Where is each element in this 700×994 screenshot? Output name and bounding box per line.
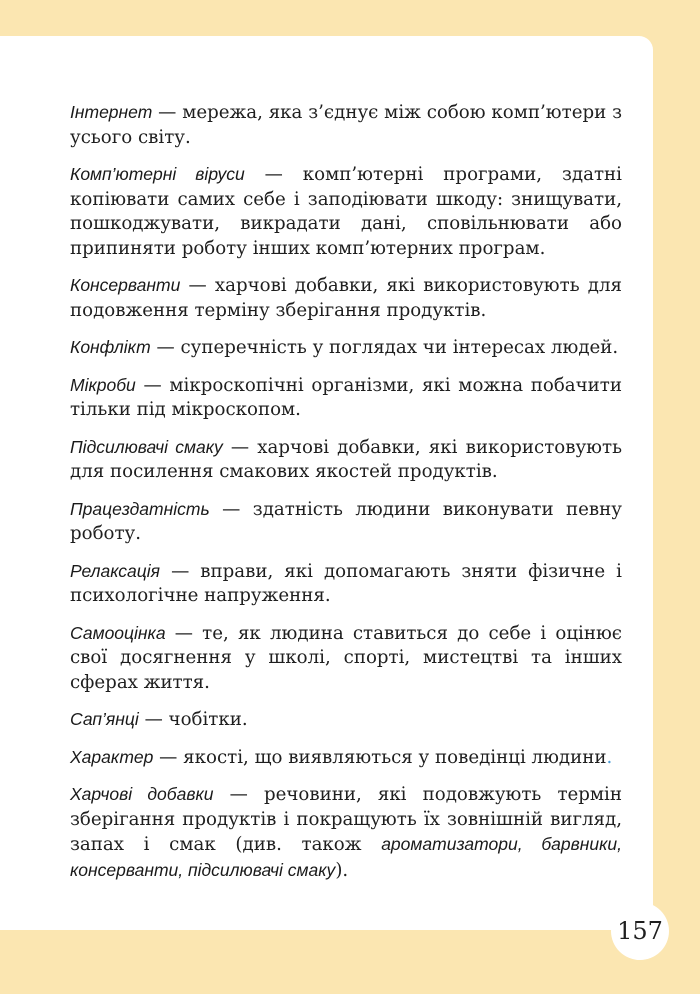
glossary-term: Підсилювачі смаку bbox=[70, 436, 223, 457]
glossary-entry bbox=[70, 162, 622, 261]
glossary-term: Сап’янці bbox=[70, 709, 139, 729]
glossary-definition: те, як людина ставиться до себе і оцінює свої досягнення у школі, спорті, мистецтві та інших сферах життя. bbox=[70, 622, 622, 693]
dash: — bbox=[222, 498, 241, 520]
glossary-entry bbox=[70, 745, 622, 771]
glossary-definition: харчові добавки, які використовують для подовження терміну зберігання продуктів. bbox=[70, 275, 622, 321]
glossary-term: Характер bbox=[70, 746, 154, 767]
dash: — bbox=[188, 275, 207, 296]
page-number: 157 bbox=[611, 902, 669, 960]
trailing-dot: . bbox=[606, 746, 613, 768]
page-bottom-band bbox=[0, 964, 700, 994]
glossary-definition: мережа, яка з’єднує між собою комп’ютери з усього світу. bbox=[70, 102, 622, 148]
glossary-term: Комп’ютерні віруси bbox=[70, 164, 245, 184]
dash: — bbox=[229, 784, 248, 805]
glossary-definition: комп’ютерні програми, здатні копіювати самих себе і заподіювати шкоду: знищувати, пошкоджувати, викрадати дані, сповільнювати або припиняти роботу інших комп’ютерних програм. bbox=[70, 164, 622, 259]
glossary-entry bbox=[70, 782, 622, 883]
glossary-term: Конфлікт bbox=[70, 337, 151, 357]
glossary-definition: суперечність у поглядах чи інтересах людей. bbox=[180, 337, 619, 358]
glossary-definition: харчові добавки, які використовують для посилення смакових якостей продуктів. bbox=[70, 436, 622, 482]
glossary-entry bbox=[70, 100, 622, 150]
dash: — bbox=[156, 337, 175, 358]
glossary-term: Харчові добавки bbox=[70, 784, 214, 804]
glossary-term: Самооцінка bbox=[70, 622, 166, 643]
dash: — bbox=[171, 560, 190, 582]
glossary-definition: здатність людини виконувати певну роботу. bbox=[70, 498, 622, 544]
glossary-entry bbox=[70, 707, 622, 733]
glossary-entry bbox=[70, 497, 622, 547]
closing-punctuation: ). bbox=[335, 859, 349, 881]
glossary-list bbox=[70, 100, 622, 895]
glossary-entry bbox=[70, 621, 622, 696]
dash: — bbox=[174, 622, 193, 644]
dash: — bbox=[143, 374, 162, 396]
glossary-entry bbox=[70, 373, 622, 423]
glossary-definition: мікроскопічні організми, які можна побачити тільки під мікроскопом. bbox=[70, 374, 622, 420]
glossary-definition: речовини, які подовжують термін зберігання продуктів і покращують їх зовнішній вигляд, запах і смак (див. також bbox=[70, 784, 622, 855]
glossary-entry bbox=[70, 273, 622, 323]
glossary-term: Інтернет bbox=[70, 102, 153, 122]
dash: — bbox=[159, 746, 178, 768]
glossary-term: Мікроби bbox=[70, 374, 136, 395]
glossary-entry bbox=[70, 559, 622, 609]
dash: — bbox=[230, 436, 250, 458]
glossary-term: Консерванти bbox=[70, 275, 181, 295]
dash: — bbox=[144, 709, 163, 730]
dash: — bbox=[158, 102, 177, 123]
glossary-entry bbox=[70, 435, 622, 485]
glossary-entry bbox=[70, 335, 622, 361]
page-sheet bbox=[0, 36, 653, 930]
glossary-term: Працездатність bbox=[70, 498, 210, 519]
glossary-term: Релаксація bbox=[70, 560, 161, 581]
glossary-definition: вправи, які допомагають зняти фізичне і психологічне напруження. bbox=[70, 560, 622, 606]
glossary-definition: чобітки. bbox=[168, 709, 248, 730]
glossary-definition: якості, що виявляються у поведінці людини bbox=[183, 746, 607, 768]
cross-reference-terms: ароматизатори, барвники, консерванти, підсилювачі смаку bbox=[70, 834, 622, 880]
dash: — bbox=[264, 164, 283, 185]
